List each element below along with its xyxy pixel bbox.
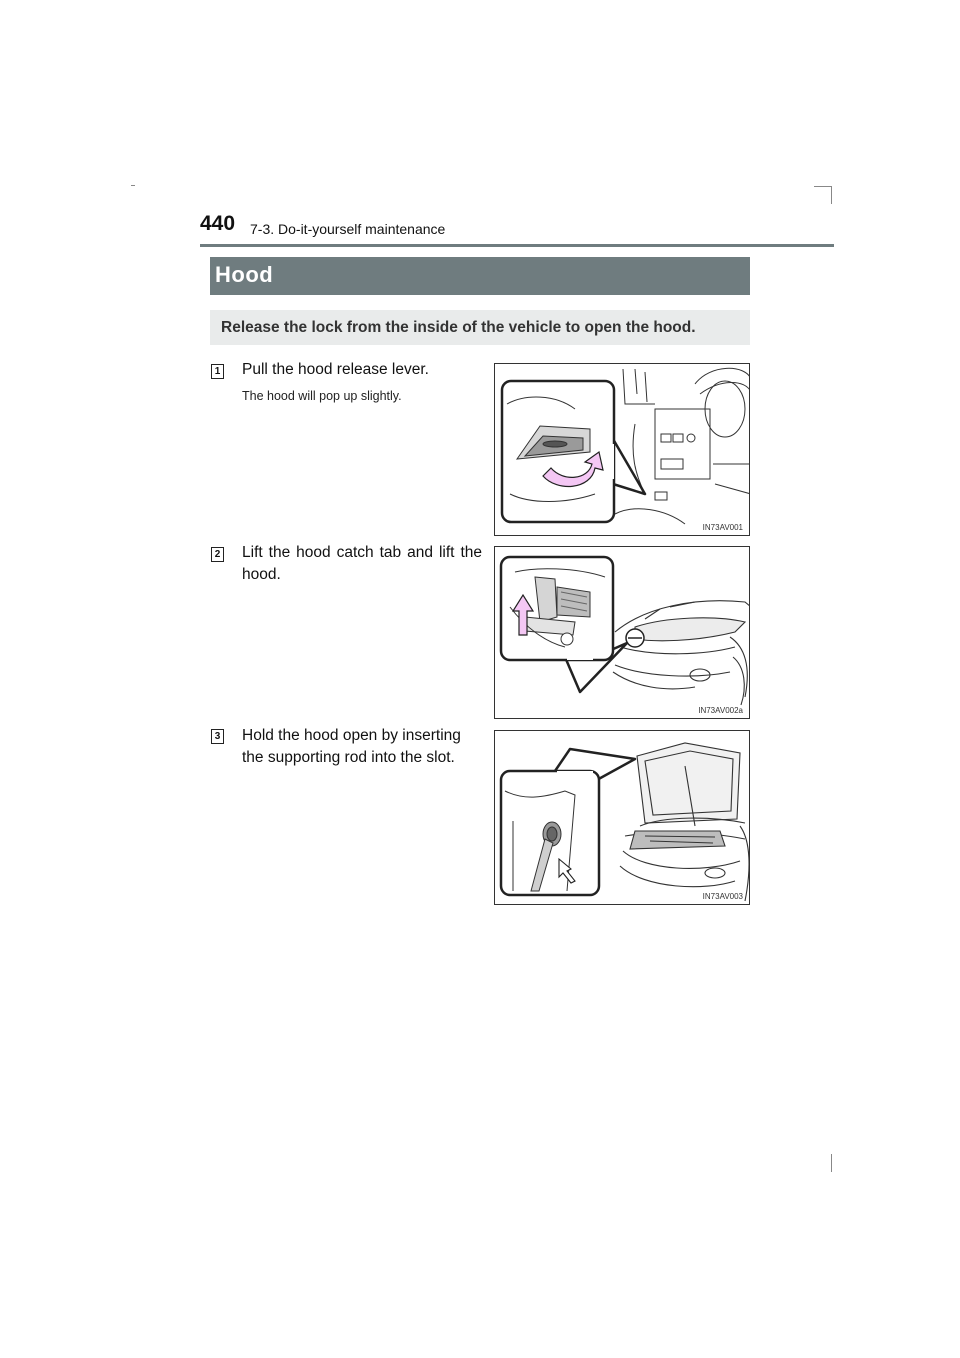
- header-rule: [200, 244, 834, 247]
- step-text-2: Lift the hood catch tab and lift the hood.: [242, 544, 482, 583]
- hood-support-illustration: [495, 731, 750, 905]
- chapter-title: 7-3. Do-it-yourself maintenance: [250, 221, 446, 237]
- hood-catch-illustration: [495, 547, 750, 719]
- step-number-2: 2: [211, 547, 224, 562]
- section-summary: Release the lock from the inside of the vehicle to open the hood.: [210, 310, 750, 345]
- step-number-3: 3: [211, 729, 224, 744]
- section-title: Hood: [210, 257, 750, 295]
- figure-code: IN73AV002a: [698, 706, 743, 715]
- figure-hood-release-lever: [494, 363, 750, 536]
- page-number: 440: [200, 212, 236, 235]
- crop-mark: [814, 186, 832, 187]
- step-text-1: Pull the hood release lever.: [242, 361, 429, 378]
- figure-hood-catch-tab: [494, 546, 750, 719]
- figure-code: IN73AV001: [702, 523, 743, 532]
- hood-release-illustration: [495, 364, 750, 536]
- figure-hood-support-rod: [494, 730, 750, 905]
- figure-code: IN73AV003: [702, 892, 743, 901]
- crop-mark: [831, 1154, 832, 1172]
- crop-mark: [831, 186, 832, 204]
- crop-mark: [131, 185, 135, 186]
- step-number-1: 1: [211, 364, 224, 379]
- step-note-1: The hood will pop up slightly.: [242, 389, 402, 403]
- step-text-3: Hold the hood open by inserting the supporting rod into the slot.: [242, 727, 461, 766]
